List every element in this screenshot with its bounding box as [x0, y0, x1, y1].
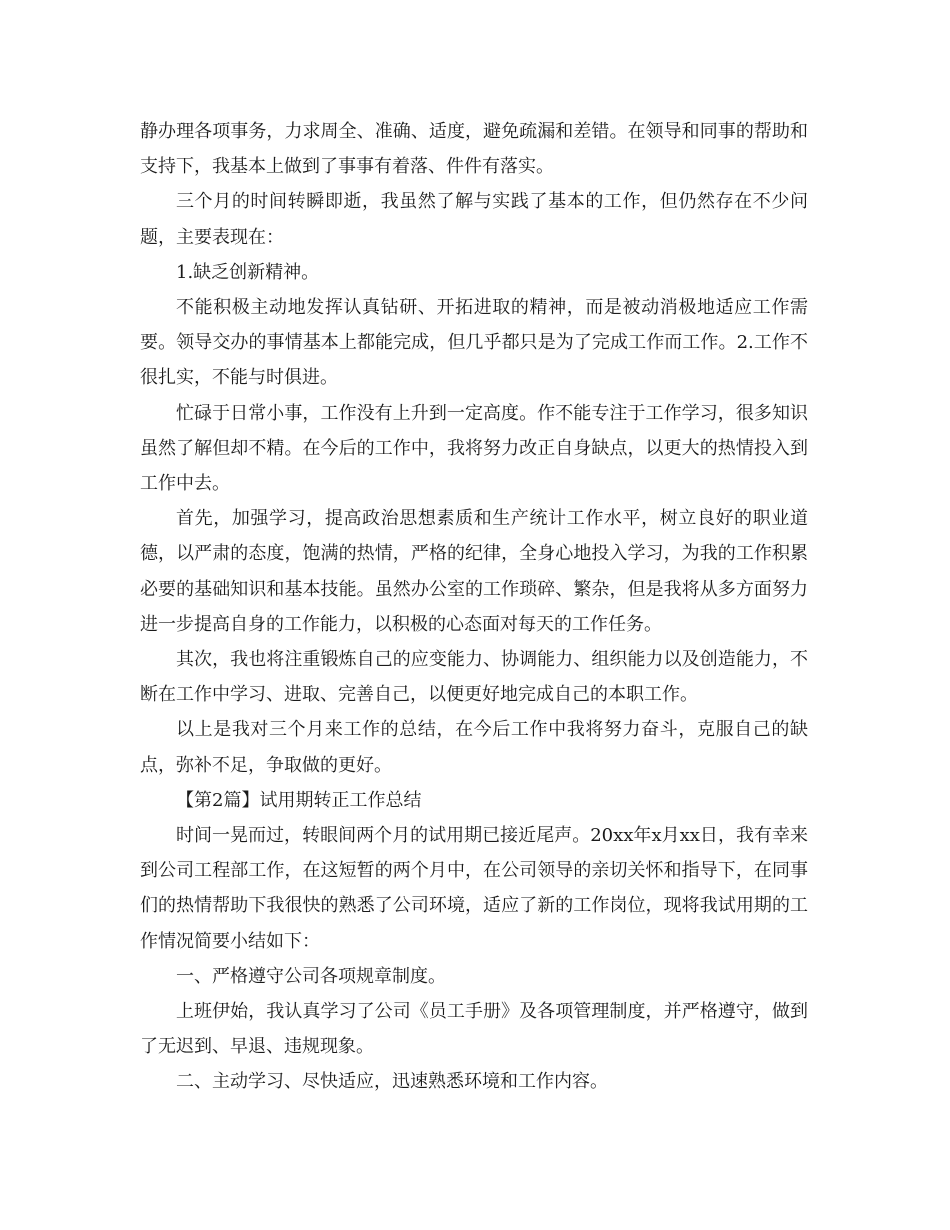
paragraph: 不能积极主动地发挥认真钻研、开拓进取的精神，而是被动消极地适应工作需要。领导交办的事情基本上都能完成，但几乎都只是为了完成工作而工作。2.工作不很扎实，不能与时俱进。: [140, 297, 808, 389]
paragraph: 上班伊始，我认真学习了公司《员工手册》及各项管理制度，并严格遵守，做到了无迟到、早退、违规现象。: [140, 1001, 808, 1058]
paragraph: 首先，加强学习，提高政治思想素质和生产统计工作水平，树立良好的职业道德，以严肃的态度，饱满的热情，严格的纪律，全身心地投入学习，为我的工作积累必要的基础知识和基本技能。虽然办公室的工作琐碎、繁杂，但是我将从多方面努力进一步提高自身的工作能力，以积极的心态面对每天的工作任务。: [140, 508, 808, 635]
list-heading: 二、主动学习、尽快适应，迅速熟悉环境和工作内容。: [176, 1071, 608, 1093]
paragraph: 三个月的时间转瞬即逝，我虽然了解与实践了基本的工作，但仍然存在不少问题，主要表现在：: [140, 191, 808, 248]
paragraph: 其次，我也将注重锻炼自己的应变能力、协调能力、组织能力以及创造能力，不断在工作中学习、进取、完善自己，以便更好地完成自己的本职工作。: [140, 649, 808, 706]
paragraph: 以上是我对三个月来工作的总结，在今后工作中我将努力奋斗，克服自己的缺点，弥补不足，争取做的更好。: [140, 719, 808, 776]
list-heading: 1.缺乏创新精神。: [176, 261, 320, 283]
section-title: 【第2篇】试用期转正工作总结: [176, 789, 422, 811]
document-page: [140, 114, 808, 1100]
paragraph: 静办理各项事务，力求周全、准确、适度，避免疏漏和差错。在领导和同事的帮助和支持下，我基本上做到了事事有着落、件件有落实。: [140, 121, 808, 178]
list-heading: 一、严格遵守公司各项规章制度。: [176, 965, 446, 987]
paragraph: 时间一晃而过，转眼间两个月的试用期已接近尾声。20xx年x月xx日，我有幸来到公司工程部工作，在这短暂的两个月中，在公司领导的亲切关怀和指导下，在同事们的热情帮助下我很快的熟悉了公司环境，适应了新的工作岗位，现将我试用期的工作情况简要小结如下：: [140, 825, 808, 952]
paragraph: 忙碌于日常小事，工作没有上升到一定高度。作不能专注于工作学习，很多知识虽然了解但却不精。在今后的工作中，我将努力改正自身缺点，以更大的热情投入到工作中去。: [140, 402, 808, 495]
